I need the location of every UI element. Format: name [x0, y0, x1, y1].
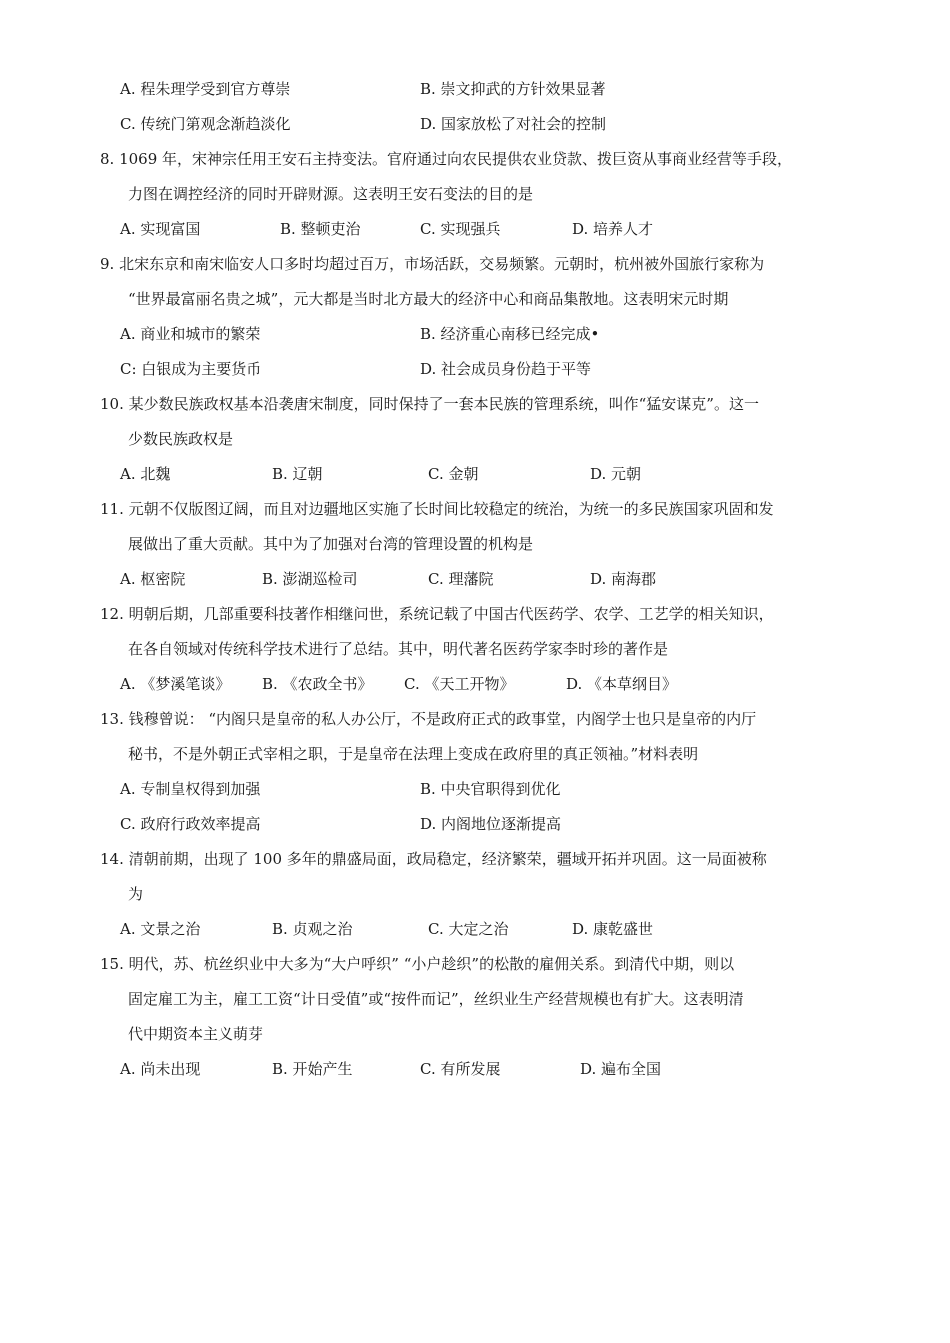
q14-stem-line-1: 14. 清朝前期，出现了 100 多年的鼎盛局面，政局稳定，经济繁荣，疆域开拓并巩固。这一局面被称	[100, 850, 767, 868]
q9-option-d: D. 社会成员身份趋于平等	[420, 360, 592, 378]
q8-option-a: A. 实现富国	[120, 220, 201, 238]
q13-option-d: D. 内阁地位逐渐提高	[420, 815, 562, 833]
q11-option-b: B. 澎湖巡检司	[262, 570, 358, 588]
q8-option-b: B. 整顿吏治	[280, 220, 361, 238]
q14-option-b: B. 贞观之治	[272, 920, 353, 938]
q14-option-c: C. 大定之治	[428, 920, 509, 938]
q9-option-c: C: 白银成为主要货币	[120, 360, 262, 378]
q15-stem-line-3: 代中期资本主义萌芽	[128, 1025, 264, 1043]
q12-option-b: B. 《农政全书》	[262, 675, 373, 693]
q9-option-b: B. 经济重心南移已经完成•	[420, 325, 600, 343]
q10-stem-line-1: 10. 某少数民族政权基本沿袭唐宋制度，同时保持了一套本民族的管理系统，叫作“猛安谋克”。这一	[100, 395, 759, 413]
q13-option-b: B. 中央官职得到优化	[420, 780, 561, 798]
q11-option-d: D. 南海郡	[590, 570, 657, 588]
q15-option-c: C. 有所发展	[420, 1060, 501, 1078]
q15-option-b: B. 开始产生	[272, 1060, 353, 1078]
q7-option-a: A. 程朱理学受到官方尊崇	[120, 80, 291, 98]
q14-option-d: D. 康乾盛世	[572, 920, 654, 938]
q10-stem-line-2: 少数民族政权是	[128, 430, 234, 448]
q8-option-c: C. 实现强兵	[420, 220, 501, 238]
q9-stem-line-2: “世界最富丽名贵之城”，元大都是当时北方最大的经济中心和商品集散地。这表明宋元时期	[128, 290, 729, 308]
q11-option-a: A. 枢密院	[120, 570, 186, 588]
q8-stem-line-2: 力图在调控经济的同时开辟财源。这表明王安石变法的目的是	[128, 185, 534, 203]
q15-option-a: A. 尚未出现	[120, 1060, 201, 1078]
q11-option-c: C. 理藩院	[428, 570, 494, 588]
q8-option-d: D. 培养人才	[572, 220, 654, 238]
q12-stem-line-2: 在各自领域对传统科学技术进行了总结。其中，明代著名医药学家李时珍的著作是	[128, 640, 669, 658]
q15-stem-line-2: 固定雇工为主，雇工工资“计日受值”或“按件而记”，丝织业生产经营规模也有扩大。这表明清	[128, 990, 744, 1008]
q10-option-b: B. 辽朝	[272, 465, 323, 483]
q10-option-d: D. 元朝	[590, 465, 642, 483]
q13-stem-line-1: 13. 钱穆曾说： “内阁只是皇帝的私人办公厅，不是政府正式的政事堂，内阁学士也只是皇帝的内厅	[100, 710, 757, 728]
q12-option-d: D. 《本草纲目》	[566, 675, 678, 693]
q13-option-c: C. 政府行政效率提高	[120, 815, 261, 833]
q11-stem-line-1: 11. 元朝不仅版图辽阔，而且对边疆地区实施了长时间比较稳定的统治，为统一的多民族国家巩固和发	[100, 500, 774, 518]
q7-option-d: D. 国家放松了对社会的控制	[420, 115, 607, 133]
q14-option-a: A. 文景之治	[120, 920, 201, 938]
q12-option-c: C. 《天工开物》	[404, 675, 515, 693]
q10-option-a: A. 北魏	[120, 465, 171, 483]
q9-option-a: A. 商业和城市的繁荣	[120, 325, 261, 343]
q12-option-a: A. 《梦溪笔谈》	[120, 675, 231, 693]
q10-option-c: C. 金朝	[428, 465, 479, 483]
q7-option-c: C. 传统门第观念渐趋淡化	[120, 115, 291, 133]
q14-stem-line-2: 为	[128, 885, 144, 903]
q7-option-b: B. 崇文抑武的方针效果显著	[420, 80, 606, 98]
q8-stem-line-1: 8. 1069 年，宋神宗任用王安石主持变法。官府通过向农民提供农业贷款、拨巨资从事商业经营等手段，	[100, 150, 793, 168]
q15-option-d: D. 遍布全国	[580, 1060, 662, 1078]
q12-stem-line-1: 12. 明朝后期，几部重要科技著作相继问世，系统记载了中国古代医药学、农学、工艺学的相关知识，	[100, 605, 774, 623]
q15-stem-line-1: 15. 明代，苏、杭丝织业中大多为“大户呼织” “小户趁织”的松散的雇佣关系。到清代中期，则以	[100, 955, 735, 973]
q13-stem-line-2: 秘书，不是外朝正式宰相之职，于是皇帝在法理上变成在政府里的真正领袖。”材料表明	[128, 745, 699, 763]
q13-option-a: A. 专制皇权得到加强	[120, 780, 261, 798]
q11-stem-line-2: 展做出了重大贡献。其中为了加强对台湾的管理设置的机构是	[128, 535, 534, 553]
q9-stem-line-1: 9. 北宋东京和南宋临安人口多时均超过百万，市场活跃，交易频繁。元朝时，杭州被外国旅行家称为	[100, 255, 765, 273]
